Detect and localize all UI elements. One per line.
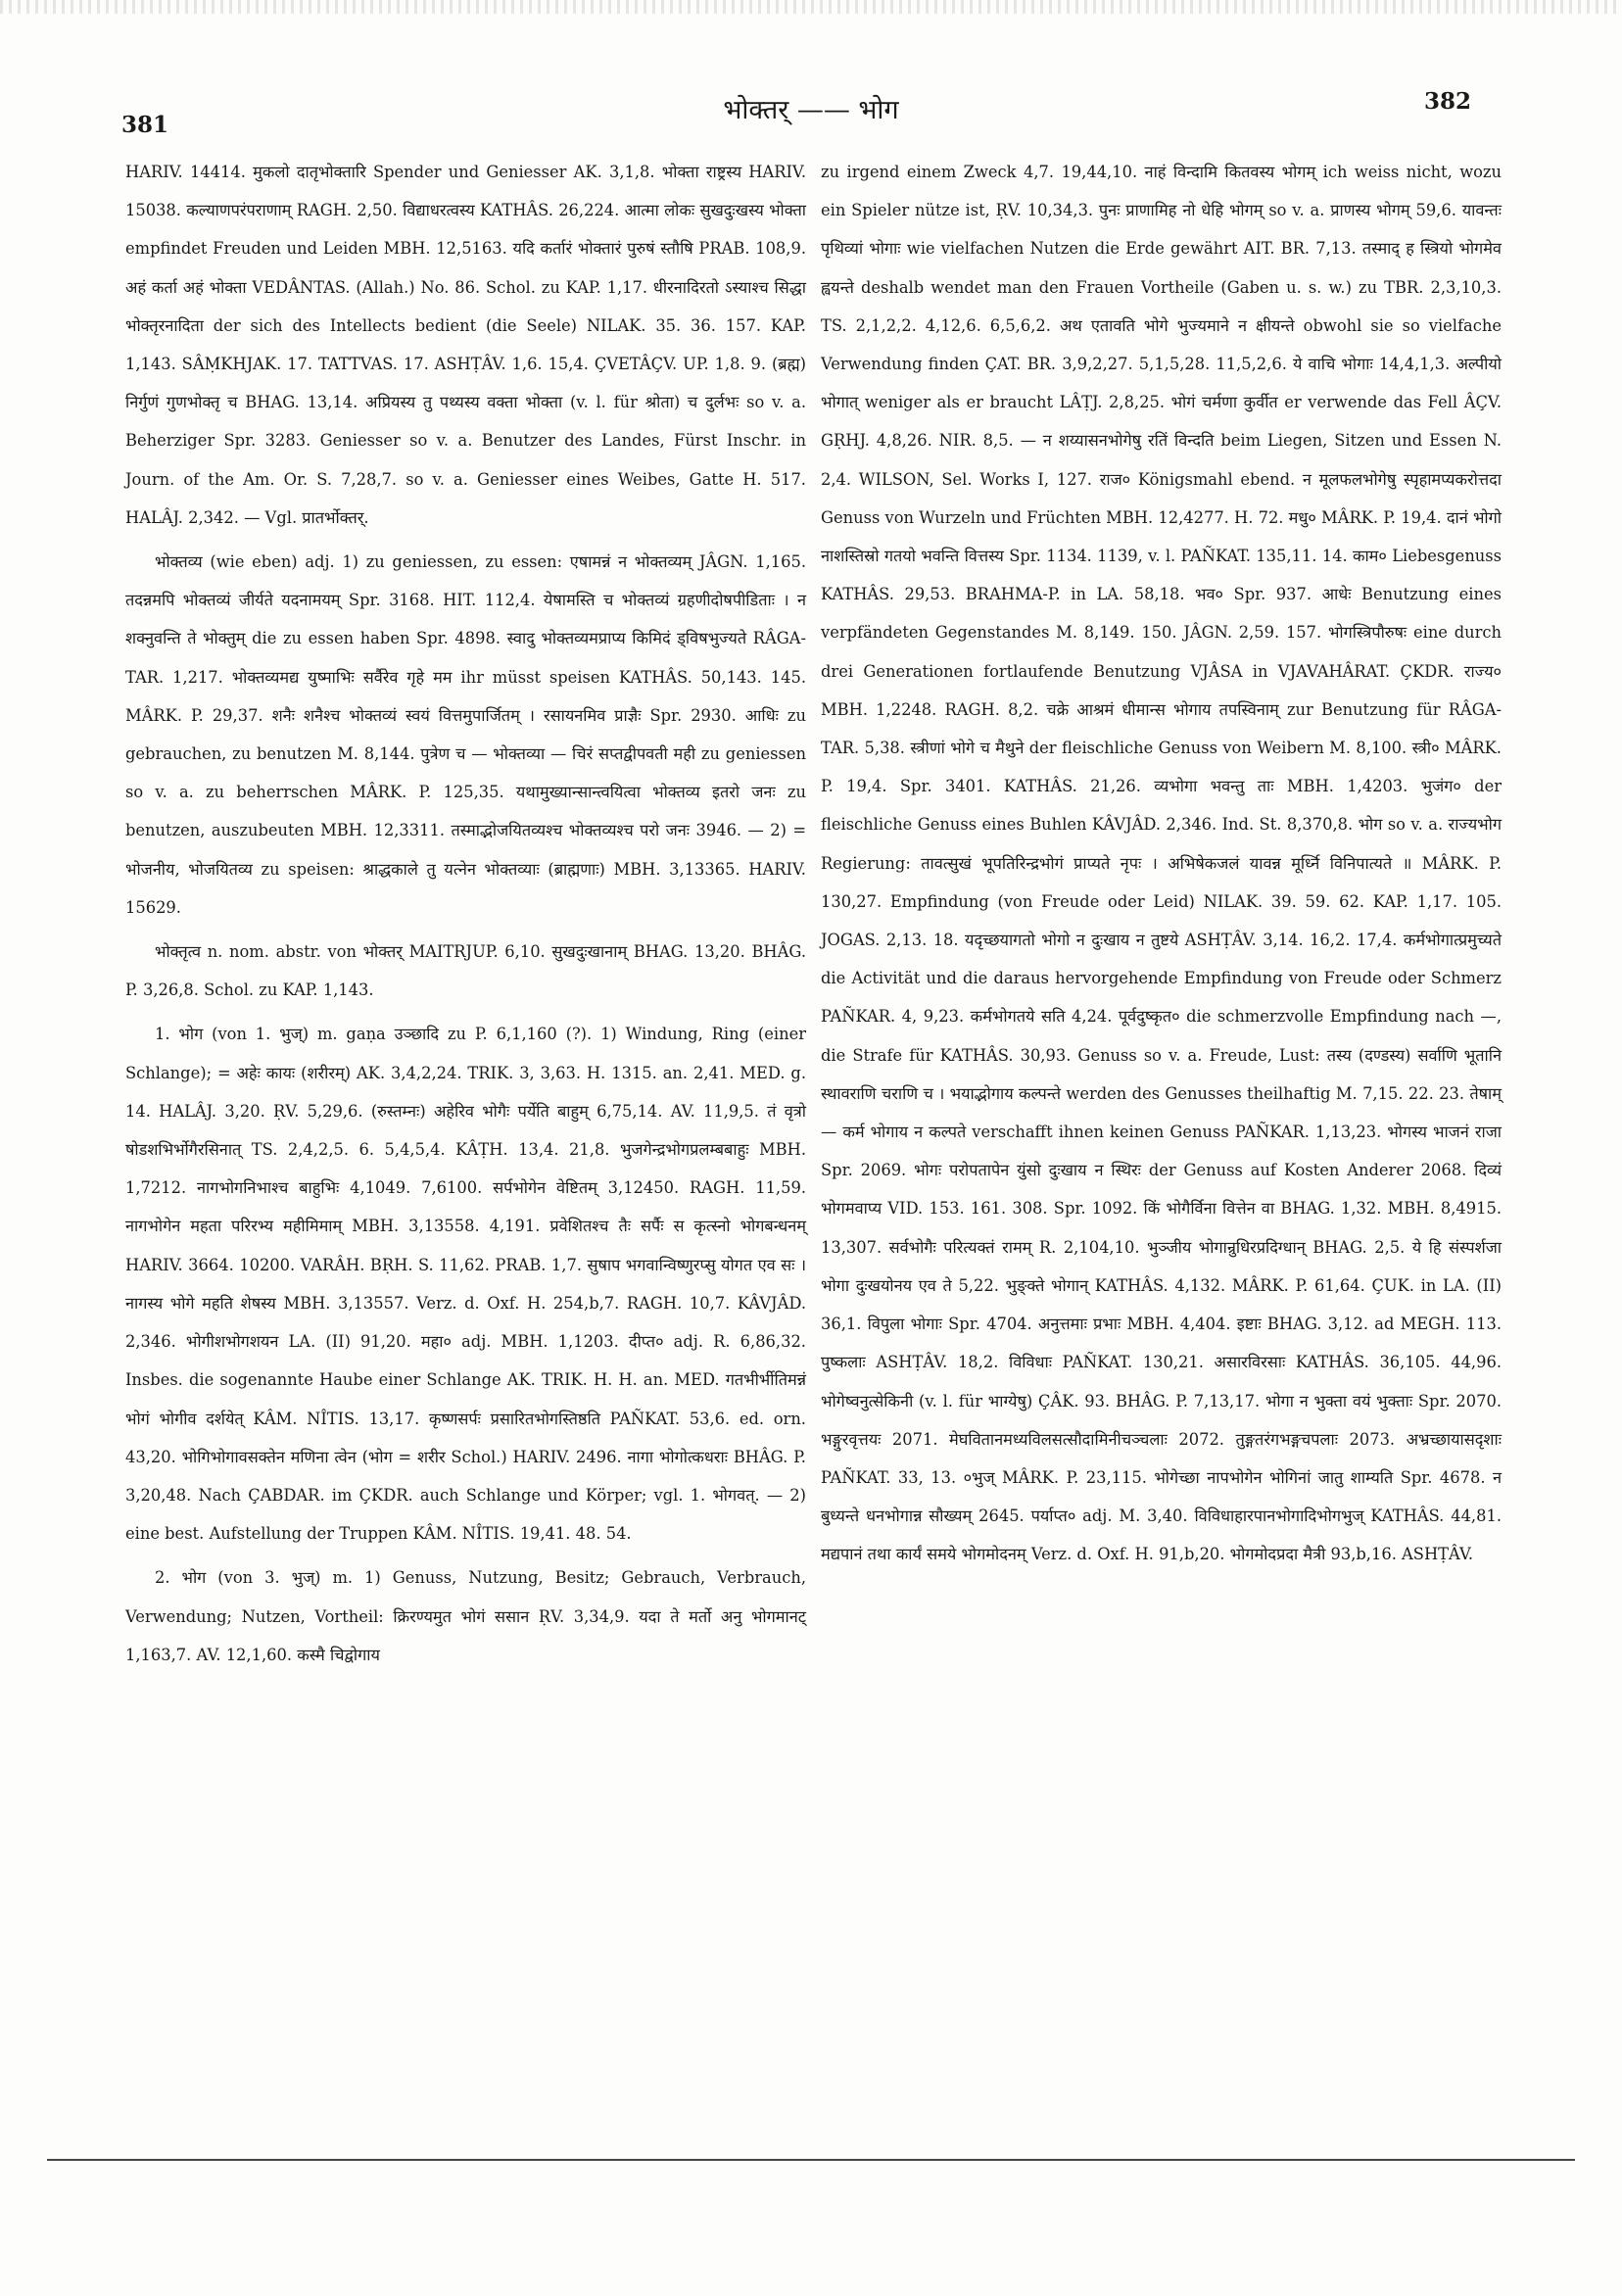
entry-bhoga-2-continued: zu irgend einem Zweck 4,7. 19,44,10. नाहं विन्दामि कितवस्य भोगम् ich weiss nicht, wozu ein Spieler nütze ist, ṚV. 10,34,3. पुनः प्राणामिह नो धेहि भोगम् so v. a. प्राणस्य भोगम् 59,6. यावन्तः पृथिव्यां भोगाः wie vielfachen Nutzen die Erde gewährt AIT. BR. 7,13. तस्माद् ह स्त्रियो भोगमेव ह्वयन्ते deshalb wendet man den Frauen Vortheile (Gaben u. s. w.) zu TBR. 2,3,10,3. TS. 2,1,2,2. 4,12,6. 6,5,6,2. अथ एतावति भोगे भुज्यमाने न क्षीयन्ते obwohl sie so vielfache Verwendung finden ÇAT. BR. 3,9,2,27. 5,1,5,28. 11,5,2,6. ये वाचि भोगाः 14,4,1,3. अल्पीयो भोगात् weniger als er braucht LÂṬJ. 2,8,25. भोगं चर्मणा कुर्वीत er verwende das Fell ÂÇV. GṚHJ. 4,8,26. NIR. 8,5. — न शय्यासनभोगेषु रतिं विन्दति beim Liegen, Sitzen und Essen N. 2,4. WILSON, Sel. Works I, 127. राज० Königsmahl ebend. न मूलफलभोगेषु स्पृहामप्यकरोत्तदा Genuss von Wurzeln und Früchten MBH. 12,4277. H. 72. मधु० MÂRK. P. 19,4. दानं भोगो नाशस्तिस्रो गतयो भवन्ति वित्तस्य Spr. 1134. 1139, v. l. PAÑKAT. 135,11. 14. काम० Liebesgenuss KATHÂS. 29,53. BRAHMA-P. in LA. 58,18. भव० Spr. 937. आधेः Benutzung eines verpfändeten Gegenstandes M. 8,149. 150. JÂGN. 2,59. 157. भोगस्त्रिपौरुषः eine durch drei Generationen fortlaufende Benutzung VJÂSA in VJAVAHÂRAT. ÇKDR. राज्य० MBH. 1,2248. RAGH. 8,2. चक्रे आश्रमं धीमान्स भोगाय तपस्विनाम् zur Benutzung für RÂGA-TAR. 5,38. स्त्रीणां भोगे च मैथुने der fleischliche Genuss von Weibern M. 8,100. स्त्री० MÂRK. P. 19,4. Spr. 3401. KATHÂS. 21,26. व्यभोगा भवन्तु ताः MBH. 1,4203. भुजंग० der fleischliche Genuss eines Buhlen KÂVJÂD. 2,346. Ind. St. 8,370,8. भोग so v. a. राज्यभोग Regierung: तावत्सुखं भूपतिरिन्द्रभोगं प्राप्यते नृपः । अभिषेकजलं यावन्न मूर्ध्नि विनिपात्यते ॥ MÂRK. P. 130,27. Empfindung (von Freude oder Leid) NILAK. 39. 59. 62. KAP. 1,17. 105. JOGAS. 2,13. 18. यदृच्छयागतो भोगो न दुःखाय न तुष्टये ASHṬÂV. 3,14. 16,2. 17,4. कर्मभोगात्प्रमुच्यते die Activität und die daraus hervorgehende Empfindung von Freude oder Schmerz PAÑKAR. 4, 9,23. कर्मभोगतये सति 4,24. पूर्वदुष्कृत० die schmerzvolle Empfindung nach —, die Strafe für KATHÂS. 30,93. Genuss so v. a. Freude, Lust: तस्य (दण्डस्य) सर्वाणि भूतानि स्थावराणि चराणि च । भयाद्भोगाय कल्पन्ते werden des Genusses theilhaftig M. 7,15. 22. 23. तेषाम् — कर्म भोगाय न कल्पते verschafft ihnen keinen Genuss PAÑKAR. 1,13,23. भोगस्य भाजनं राजा Spr. 2069. भोगः परोपतापेन युंसो दुःखाय न स्थिरः der Genuss auf Kosten Anderer 2068. दिव्यं भोगमवाप्य VID. 153. 161. 308. Spr. 1092. किं भोगैर्विना वित्तेन वा BHAG. 1,32. MBH. 8,4915. 13,307. सर्वभोगैः परित्यक्तं रामम् R. 2,104,10. भुञ्जीय भोगान्रुधिरप्रदिग्धान् BHAG. 2,5. ये हि संस्पर्शजा भोगा दुःखयोनय एव ते 5,22. भुङ्क्ते भोगान् KATHÂS. 4,132. MÂRK. P. 61,64. ÇUK. in LA. (II) 36,1. विपुला भोगाः Spr. 4704. अनुत्तमाः प्रभाः MBH. 4,404. इष्टाः BHAG. 3,12. ad MEGH. 113. पुष्कलाः ASHṬÂV. 18,2. विविधाः PAÑKAT. 130,21. असारविरसाः KATHÂS. 36,105. 44,96. भोगेष्वनुत्सेकिनी (v. l. für भाग्येषु) ÇÂK. 93. BHÂG. P. 7,13,17. भोगा न भुक्ता वयं भुक्ताः Spr. 2070. भङ्गुरवृत्तयः 2071. मेघवितानमध्यविलसत्सौदामिनीचञ्चलाः 2072. तुङ्गतरंगभङ्गचपलाः 2073. अभ्रच्छायासदृशाः PAÑKAT. 33, 13. ०भुज् MÂRK. P. 23,115. भोगेच्छा नापभोगेन भोगिनां जातु शाम्यति Spr. 4678. न बुध्यन्ते धनभोगान्न सौख्यम् 2645. पर्याप्त० adj. M. 3,40. विविधाहारपानभोगादिभोगभुज् KATHÂS. 44,81. मद्यपानं तथा कार्यं समये भोगमोदनम् Verz. d. Oxf. H. 91,b,20. भोगमोदप्रदा मैत्री 93,b,16. ASHṬÂV. bbox=[821, 163, 1502, 1564]
bottom-rule bbox=[47, 2159, 1575, 2161]
entry-bhoktar-continued: HARIV. 14414. मुकलो दातृभोक्तारि Spender und Geniesser AK. 3,1,8. भोक्ता राष्ट्रस्य HARIV. 15038. कल्याणपरंपराणाम् RAGH. 2,50. विद्याधरत्वस्य KATHÂS. 26,224. आत्मा लोकः सुखदुःखस्य भोक्ता empfindet Freuden und Leiden MBH. 12,5163. यदि कर्तारं भोक्तारं पुरुषं स्तौषि PRAB. 108,9. अहं कर्ता अहं भोक्ता VEDÂNTAS. (Allah.) No. 86. Schol. zu KAP. 1,17. धीरनादिरतो ऽस्याश्च सिद्धा भोक्तृरनादिता der sich des Intellects bedient (die Seele) NILAK. 35. 36. 157. KAP. 1,143. SÂṂKHJAK. 17. TATTVAS. 17. ASHṬÂV. 1,6. 15,4. ÇVETÂÇV. UP. 1,8. 9. (ब्रह्म) निर्गुणं गुणभोक्तृ च BHAG. 13,14. अप्रियस्य तु पथ्यस्य वक्ता भोक्ता (v. l. für श्रोता) च दुर्लभः so v. a. Beherziger Spr. 3283. Geniesser so v. a. Benutzer des Landes, Fürst Inschr. in Journ. of the Am. Or. S. 7,28,7. so v. a. Geniesser eines Weibes, Gatte H. 517. HALÂJ. 2,342. — Vgl. प्रातर्भोक्तर्. bbox=[125, 163, 806, 527]
entry-bhoktritva: भोक्तृत्व n. nom. abstr. von भोक्तर् MAITRJUP. 6,10. सुखदुःखानाम् BHAG. 13,20. BHÂG. P. 3,26,8. Schol. zu KAP. 1,143. bbox=[125, 942, 806, 1000]
entry-bhoga-1: 1. भोग (von 1. भुज्) m. gaṇa उञ्छादि zu P. 6,1,160 (?). 1) Windung, Ring (einer Schlange); = अहेः कायः (शरीरम्) AK. 3,4,2,24. TRIK. 3, 3,63. H. 1315. an. 2,41. MED. g. 14. HALÂJ. 3,20. ṚV. 5,29,6. (रुस्तम्नः) अहेरिव भोगैः पर्येति बाहुम् 6,75,14. AV. 11,9,5. तं वृत्रो षोडशभिर्भोगैरसिनात् TS. 2,4,2,5. 6. 5,4,5,4. KÂṬH. 13,4. 21,8. भुजगेन्द्रभोगप्रलम्बबाहुः MBH. 1,7212. नागभोगनिभाश्च बाहुभिः 4,1049. 7,6100. सर्पभोगेन वेष्टितम् 3,12450. RAGH. 11,59. नागभोगेन महता परिरभ्य महीमिमाम् MBH. 3,13558. 4,191. प्रवेशितश्च तैः सर्पैः स कृत्स्नो भोगबन्धनम् HARIV. 3664. 10200. VARÂH. BṚH. S. 11,62. PRAB. 1,7. सुषाप भगवान्विष्णुरप्सु योगत एव सः । नागस्य भोगे महति शेषस्य MBH. 3,13557. Verz. d. Oxf. H. 254,b,7. RAGH. 10,7. KÂVJÂD. 2,346. भोगीशभोगशयन LA. (II) 91,20. महा० adj. MBH. 1,1203. दीप्त० adj. R. 6,86,32. Insbes. die sogenannte Haube einer Schlange AK. TRIK. H. H. an. MED. गतभीर्भीतिमन्नं भोगं भोगीव दर्शयेत् KÂM. NÎTIS. 13,17. कृष्णसर्पः प्रसारितभोगस्तिष्ठति PAÑKAT. 53,6. ed. orn. 43,20. भोगिभोगावसक्तेन मणिना त्वेन (भोग = शरीर Schol.) HARIV. 2496. नागा भोगोत्कधराः BHÂG. P. 3,20,48. Nach ÇABDAR. im ÇKDR. auch Schlange und Körper; vgl. 1. भोगवत्. — 2) eine best. Aufstellung der Truppen KÂM. NÎTIS. 19,41. 48. 54. bbox=[125, 1025, 806, 1544]
entry-bhoga-2: 2. भोग (von 3. भुज्) m. 1) Genuss, Nutzung, Besitz; Gebrauch, Verbrauch, Verwendung; Nutzen, Vortheil: क्रिरण्यमुत भोगं ससान ṚV. 3,34,9. यदा ते मर्तो अनु भोगमानट् 1,163,7. AV. 12,1,60. कस्मै चिद्वोगाय bbox=[125, 1568, 806, 1664]
scan-edge-artifact bbox=[0, 0, 1622, 14]
page-header bbox=[0, 86, 1622, 138]
entry-bhoktavya: भोक्तव्य (wie eben) adj. 1) zu geniessen, zu essen: एषामन्नं न भोक्तव्यम् JÂGN. 1,165. तदन्नमपि भोक्तव्यं जीर्यते यदनामयम् Spr. 3168. HIT. 112,4. येषामस्ति च भोक्तव्यं ग्रहणीदोषपीडिताः । न शक्नुवन्ति ते भोक्तुम् die zu essen haben Spr. 4898. स्वादु भोक्तव्यमप्राप्य किमिदं ड्विषभुज्यते RÂGA-TAR. 1,217. भोक्तव्यमद्य युष्माभिः सर्वैरेव गृहे मम ihr müsst speisen KATHÂS. 50,143. 145. MÂRK. P. 29,37. शनैः शनैश्च भोक्तव्यं स्वयं वित्तमुपार्जितम् । रसायनमिव प्राज्ञैः Spr. 2930. आधिः zu gebrauchen, zu benutzen M. 8,144. पुत्रेण च — भोक्तव्या — चिरं सप्तद्वीपवती मही zu geniessen so v. a. zu beherrschen MÂRK. P. 125,35. यथामुख्यान्सान्त्वयित्वा भोक्तव्य इतरो जनः zu benutzen, auszubeuten MBH. 12,3311. तस्माद्भोजयितव्यश्च भोक्तव्यश्च परो जनः 3946. — 2) = भोजनीय, भोजयितव्य zu speisen: श्राद्धकाले तु यत्नेन भोक्तव्याः (ब्राह्मणाः) MBH. 3,13365. HARIV. 15629. bbox=[125, 552, 806, 917]
page-number-left: 381 bbox=[121, 112, 169, 138]
running-title: भोक्तर् —— भोग bbox=[723, 95, 899, 125]
right-column bbox=[821, 153, 1502, 1574]
left-column bbox=[125, 153, 806, 1674]
page-number-right: 382 bbox=[1424, 88, 1472, 115]
